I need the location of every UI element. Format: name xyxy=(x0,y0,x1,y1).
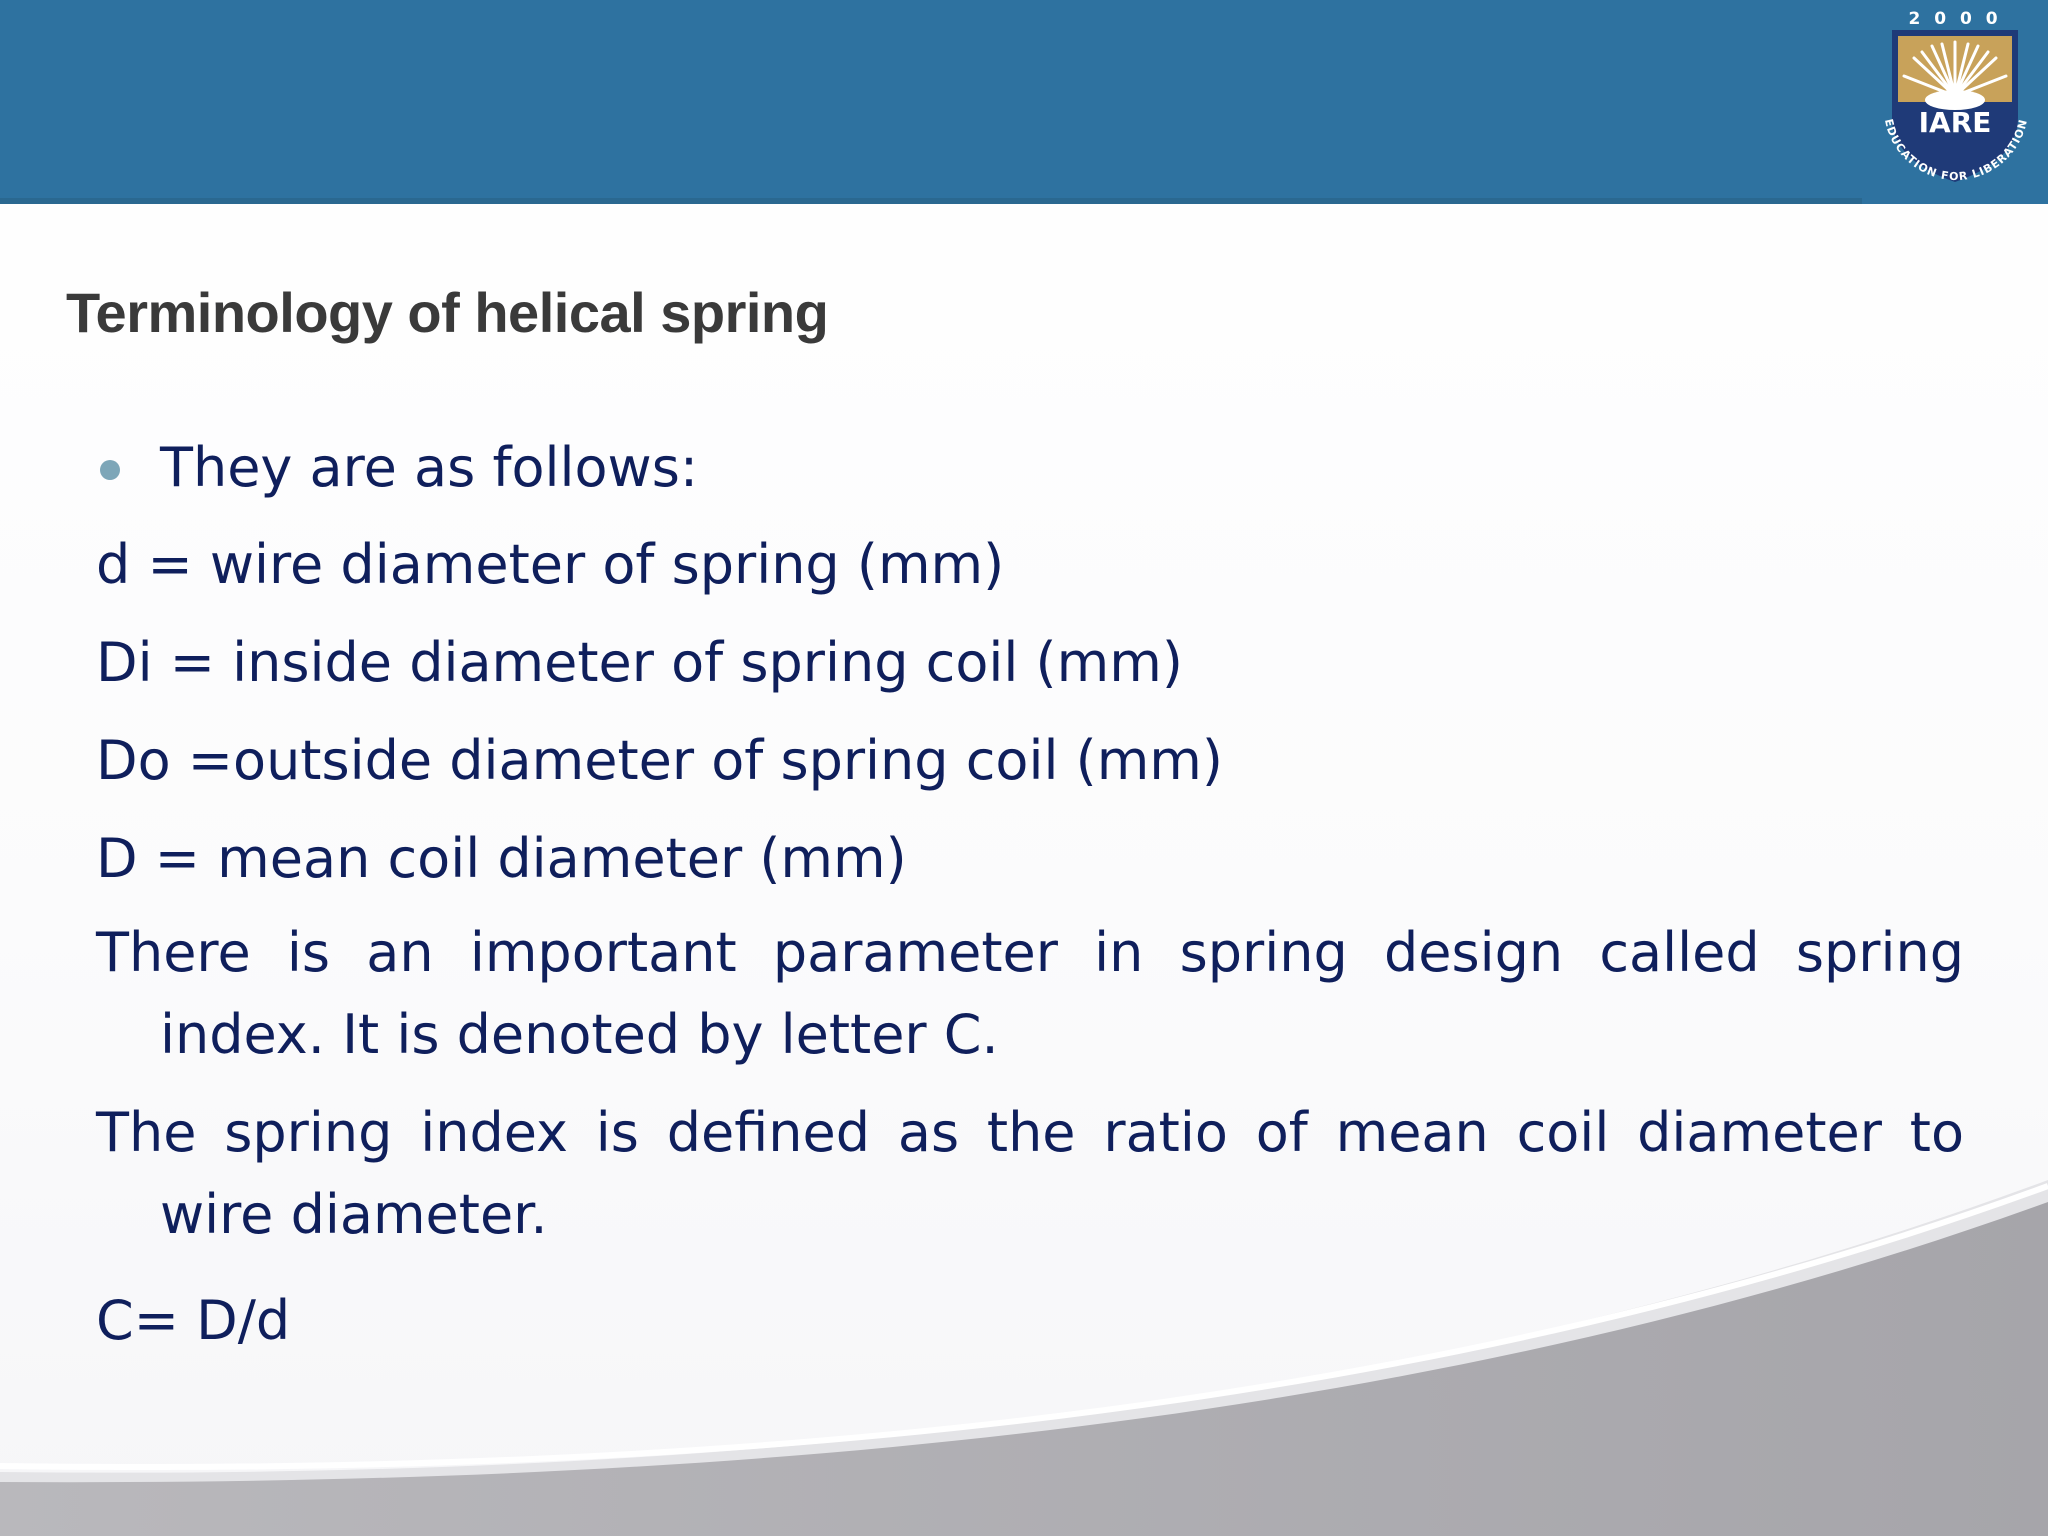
paragraph-index-definition: The spring index is defined as the ratio of mean coil diameter to wire diameter. xyxy=(96,1101,1964,1246)
header-underline xyxy=(0,198,1862,204)
definition-outside-diameter: Do =outside diameter of spring coil (mm) xyxy=(96,729,1223,792)
bullet-dot-icon xyxy=(100,460,120,480)
definition-wire-diameter: d = wire diameter of spring (mm) xyxy=(96,533,1005,596)
footer-swoosh xyxy=(0,1180,2048,1536)
iare-logo-graphic xyxy=(1862,0,2048,204)
header-band xyxy=(0,0,2048,204)
footer-swoosh-graphic xyxy=(0,1180,2048,1536)
slide-title: Terminology of helical spring xyxy=(66,281,829,344)
bullet-item xyxy=(96,420,1964,516)
logo-motto: EDUCATION FOR LIBERATION xyxy=(1881,117,2031,184)
logo-name: IARE xyxy=(1918,106,1992,139)
iare-logo xyxy=(1862,0,2048,204)
definition-inside-diameter: Di = inside diameter of spring coil (mm) xyxy=(96,631,1183,694)
logo-year: 2 0 0 0 xyxy=(1908,9,2002,29)
definition-mean-diameter: D = mean coil diameter (mm) xyxy=(96,827,907,890)
formula: C= D/d xyxy=(96,1289,291,1352)
bullet-text: They are as follows: xyxy=(160,436,699,499)
paragraph-spring-index: There is an important parameter in spring design called spring index. It is denoted by letter C. xyxy=(96,921,1964,1066)
